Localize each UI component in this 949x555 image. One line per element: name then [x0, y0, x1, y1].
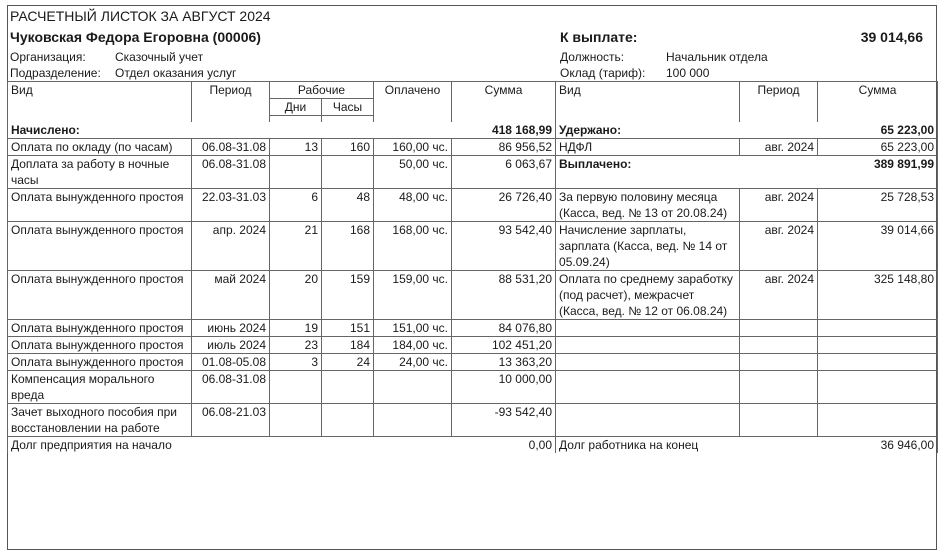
- row-right-kind: [556, 336, 740, 353]
- row-days: 19: [270, 319, 322, 336]
- footer-row: [8, 436, 938, 453]
- accrued-value: 418 168,99: [452, 122, 556, 139]
- to-pay-label: К выплате:: [560, 29, 638, 45]
- col-paid-header: Оплачено: [374, 82, 452, 116]
- row-days: 13: [270, 138, 322, 155]
- row-hours: [322, 155, 374, 188]
- row-days: 23: [270, 336, 322, 353]
- withheld-value: 65 223,00: [818, 122, 938, 139]
- organization-label: Организация:: [10, 50, 86, 64]
- row-right-kind: [556, 403, 740, 436]
- col-period-header: Период: [192, 82, 270, 116]
- row-paid: 184,00 чс.: [374, 336, 452, 353]
- accrued-label: Начислено:: [8, 122, 192, 139]
- col-working-header: Рабочие: [270, 82, 374, 99]
- row-days: 20: [270, 270, 322, 319]
- row-kind: Оплата по окладу (по часам): [8, 138, 192, 155]
- row-period: 06.08-31.08: [192, 155, 270, 188]
- table-row: [8, 403, 938, 436]
- paidout-value: 389 891,99: [818, 155, 938, 188]
- row-right-sum: 25 728,53: [818, 188, 938, 221]
- table-row: [8, 155, 938, 188]
- col-days-header: Дни: [270, 99, 322, 116]
- table-row: [8, 270, 938, 319]
- row-right-period: авг. 2024: [740, 188, 818, 221]
- row-sum: 84 076,80: [452, 319, 556, 336]
- table-row: [8, 319, 938, 336]
- debt-end-value: 36 946,00: [818, 436, 938, 453]
- row-right-period: авг. 2024: [740, 221, 818, 270]
- row-kind: Оплата вынужденного простоя: [8, 188, 192, 221]
- row-right-sum: 39 014,66: [818, 221, 938, 270]
- row-period: июнь 2024: [192, 319, 270, 336]
- row-period: 06.08-31.08: [192, 138, 270, 155]
- debt-start-label: Долг предприятия на начало: [8, 436, 192, 453]
- table-row: [8, 188, 938, 221]
- row-right-period: [740, 370, 818, 403]
- row-hours: [322, 370, 374, 403]
- payslip-title: РАСЧЕТНЫЙ ЛИСТОК ЗА АВГУСТ 2024: [10, 8, 271, 24]
- row-kind: Оплата вынужденного простоя: [8, 336, 192, 353]
- row-days: [270, 403, 322, 436]
- department-value: Отдел оказания услуг: [115, 66, 237, 80]
- position-value: Начальник отдела: [666, 50, 768, 64]
- row-period: 01.08-05.08: [192, 353, 270, 370]
- row-period: май 2024: [192, 270, 270, 319]
- row-hours: [322, 403, 374, 436]
- row-right-sum: 325 148,80: [818, 270, 938, 319]
- row-right-period: [740, 319, 818, 336]
- row-right-kind: [556, 353, 740, 370]
- debt-end-label: Долг работника на конец: [556, 436, 740, 453]
- row-right-period: авг. 2024: [740, 138, 818, 155]
- row-hours: 184: [322, 336, 374, 353]
- col-kind-header: Вид: [8, 82, 192, 116]
- table-row: [8, 353, 938, 370]
- row-hours: 159: [322, 270, 374, 319]
- col-hours-header: Часы: [322, 99, 374, 116]
- row-paid: 159,00 чс.: [374, 270, 452, 319]
- row-days: [270, 370, 322, 403]
- row-kind: Зачет выходного пособия при восстановлении на работе: [8, 403, 192, 436]
- to-pay-value: 39 014,66: [860, 29, 923, 45]
- salary-value: 100 000: [666, 66, 710, 80]
- table-row: [8, 336, 938, 353]
- row-days: 6: [270, 188, 322, 221]
- row-sum: 93 542,40: [452, 221, 556, 270]
- row-days: [270, 155, 322, 188]
- row-paid: 168,00 чс.: [374, 221, 452, 270]
- row-days: 3: [270, 353, 322, 370]
- row-kind: Доплата за работу в ночные часы: [8, 155, 192, 188]
- row-days: 21: [270, 221, 322, 270]
- row-paid: 24,00 чс.: [374, 353, 452, 370]
- row-right-sum: [818, 319, 938, 336]
- row-kind: Компенсация морального вреда: [8, 370, 192, 403]
- col-sum-header: Сумма: [452, 82, 556, 116]
- col-kind-right-header: Вид: [556, 82, 740, 116]
- employee-name: Чуковская Федора Егоровна (00006): [10, 29, 261, 45]
- row-right-sum: [818, 370, 938, 403]
- row-period: апр. 2024: [192, 221, 270, 270]
- row-hours: 168: [322, 221, 374, 270]
- payslip-table: [7, 81, 938, 453]
- row-hours: 24: [322, 353, 374, 370]
- row-right-sum: [818, 353, 938, 370]
- row-sum: -93 542,40: [452, 403, 556, 436]
- row-paid: 50,00 чс.: [374, 155, 452, 188]
- row-paid: 48,00 чс.: [374, 188, 452, 221]
- table-row: [8, 221, 938, 270]
- row-right-kind: Оплата по среднему заработку (под расчет), межрасчет (Касса, вед. № 12 от 06.08.24): [556, 270, 740, 319]
- paidout-label: Выплачено:: [556, 155, 740, 188]
- row-paid: 160,00 чс.: [374, 138, 452, 155]
- department-label: Подразделение:: [10, 66, 101, 80]
- debt-start-value: 0,00: [452, 436, 556, 453]
- col-sum-right-header: Сумма: [818, 82, 938, 116]
- row-kind: Оплата вынужденного простоя: [8, 221, 192, 270]
- salary-label: Оклад (тариф):: [560, 66, 646, 80]
- row-paid: 151,00 чс.: [374, 319, 452, 336]
- row-sum: 6 063,67: [452, 155, 556, 188]
- row-right-kind: [556, 370, 740, 403]
- row-right-kind: За первую половину месяца (Касса, вед. № 13 от 20.08.24): [556, 188, 740, 221]
- table-row: [8, 370, 938, 403]
- row-sum: 13 363,20: [452, 353, 556, 370]
- row-paid: [374, 370, 452, 403]
- withheld-label: Удержано:: [556, 122, 740, 139]
- row-right-kind: Начисление зарплаты, зарплата (Касса, вед. № 14 от 05.09.24): [556, 221, 740, 270]
- table-row: [8, 138, 938, 155]
- row-sum: 10 000,00: [452, 370, 556, 403]
- row-right-period: [740, 353, 818, 370]
- row-right-kind: [556, 319, 740, 336]
- row-sum: 102 451,20: [452, 336, 556, 353]
- row-kind: Оплата вынужденного простоя: [8, 270, 192, 319]
- row-sum: 26 726,40: [452, 188, 556, 221]
- row-right-sum: [818, 336, 938, 353]
- row-period: июль 2024: [192, 336, 270, 353]
- row-right-sum: 65 223,00: [818, 138, 938, 155]
- row-right-period: авг. 2024: [740, 270, 818, 319]
- row-sum: 86 956,52: [452, 138, 556, 155]
- row-right-period: [740, 336, 818, 353]
- row-right-kind: НДФЛ: [556, 138, 740, 155]
- col-period-right-header: Период: [740, 82, 818, 116]
- row-hours: 151: [322, 319, 374, 336]
- row-right-period: [740, 403, 818, 436]
- totals-row: [8, 122, 938, 139]
- row-period: 06.08-31.08: [192, 370, 270, 403]
- organization-value: Сказочный учет: [115, 50, 204, 64]
- row-period: 06.08-21.03: [192, 403, 270, 436]
- row-hours: 48: [322, 188, 374, 221]
- position-label: Должность:: [560, 50, 625, 64]
- row-kind: Оплата вынужденного простоя: [8, 319, 192, 336]
- row-period: 22.03-31.03: [192, 188, 270, 221]
- row-sum: 88 531,20: [452, 270, 556, 319]
- row-kind: Оплата вынужденного простоя: [8, 353, 192, 370]
- row-hours: 160: [322, 138, 374, 155]
- row-right-sum: [818, 403, 938, 436]
- row-paid: [374, 403, 452, 436]
